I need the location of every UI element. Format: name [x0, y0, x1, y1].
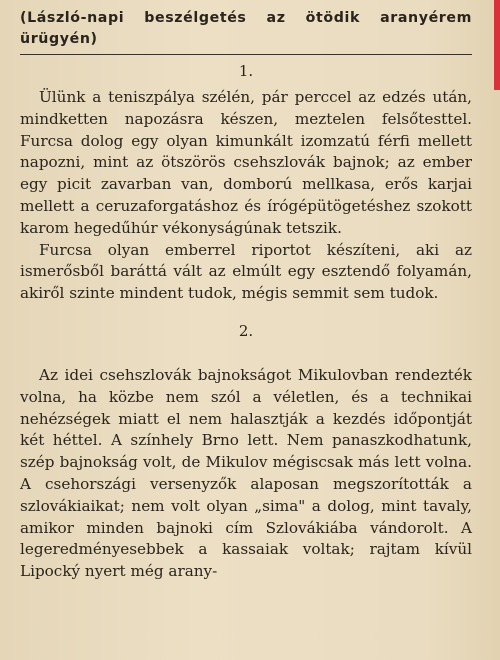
section-1-paragraph-1: Ülünk a teniszpálya szélén, pár perccel az edzés után, mindketten napozásra készen, meztelen felsőtesttel. Furcsa dolog egy olyan kimunkált izomzatú férfi mellett napozni, mint az ötszörös csehszlovák bajnok; az ember egy picit zavarban van, domború mellkasa, erős karjai mellett a ceruzaforgatáshoz és írógépütögetéshez szokott karom hegedűhúr vékonyságúnak tetszik. [20, 88, 472, 237]
section-number-2: 2. [238, 321, 254, 340]
section-number-1: 1. [238, 62, 254, 80]
section-1-paragraph-2: Furcsa olyan emberrel riportot készíteni, aki az ismerősből baráttá vált az elmúlt egy esztendő folyamán, akiről szinte mindent tudok, mégis semmit sem tudok. [20, 240, 472, 303]
article-column [20, 8, 472, 583]
section-2-paragraph-1: Az idei csehszlovák bajnokságot Mikulovban rendezték volna, ha közbe nem szól a véletlen, és a technikai nehézségek miatt el nem halasztják a kezdés időpontját két héttel. A színhely Brno lett. Nem panaszkodhatunk, szép bajnokság volt, de Mikulov mégiscsak más lett volna. A csehországi versenyzők alaposan megszorították a szlovákiaikat; nem volt olyan „sima" a dolog, mint tavaly, amikor minden bajnoki cím Szlovákiába vándorolt. A legeredményesebbek a kassaiak voltak; rajtam kívül Lipocký nyert még arany- [20, 365, 472, 581]
article-headline: (László-napi beszélgetés az ötödik aranyérem ürügyén) [20, 10, 472, 47]
red-edge-strip [494, 0, 500, 90]
headline-rule [20, 54, 472, 55]
